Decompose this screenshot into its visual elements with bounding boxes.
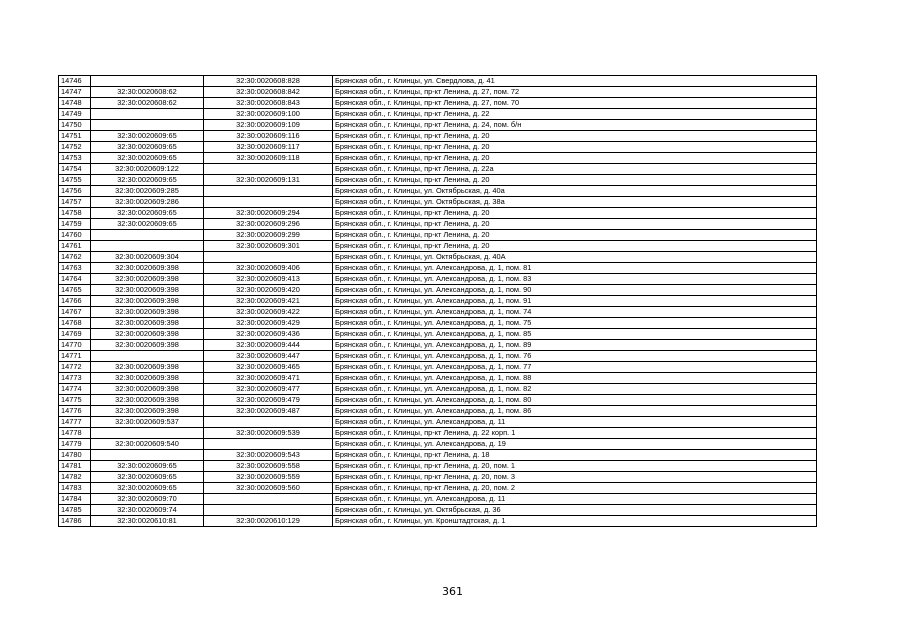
parent-cadastral-number-cell — [91, 109, 204, 120]
row-number-cell: 14771 — [59, 351, 91, 362]
parent-cadastral-number-cell: 32:30:0020609:65 — [91, 142, 204, 153]
parent-cadastral-number-cell: 32:30:0020609:122 — [91, 164, 204, 175]
table-row — [59, 142, 817, 153]
table-row — [59, 384, 817, 395]
table-row — [59, 450, 817, 461]
cadastral-number-cell: 32:30:0020609:560 — [204, 483, 333, 494]
row-number-cell: 14783 — [59, 483, 91, 494]
address-cell: Брянская обл., г. Клинцы, ул. Александрова, д. 1, пом. 88 — [333, 373, 817, 384]
table-row — [59, 329, 817, 340]
parent-cadastral-number-cell — [91, 241, 204, 252]
cadastral-number-cell: 32:30:0020609:447 — [204, 351, 333, 362]
parent-cadastral-number-cell: 32:30:0020609:398 — [91, 274, 204, 285]
parent-cadastral-number-cell: 32:30:0020609:398 — [91, 406, 204, 417]
address-cell: Брянская обл., г. Клинцы, пр-кт Ленина, д. 20, пом. 2 — [333, 483, 817, 494]
row-number-cell: 14761 — [59, 241, 91, 252]
table-row — [59, 109, 817, 120]
table-row — [59, 131, 817, 142]
row-number-cell: 14780 — [59, 450, 91, 461]
address-cell: Брянская обл., г. Клинцы, ул. Свердлова, д. 41 — [333, 76, 817, 87]
parent-cadastral-number-cell: 32:30:0020609:65 — [91, 153, 204, 164]
parent-cadastral-number-cell: 32:30:0020608:62 — [91, 87, 204, 98]
row-number-cell: 14781 — [59, 461, 91, 472]
address-cell: Брянская обл., г. Клинцы, пр-кт Ленина, д. 27, пом. 70 — [333, 98, 817, 109]
registry-table-body — [59, 76, 817, 527]
cadastral-number-cell: 32:30:0020609:429 — [204, 318, 333, 329]
parent-cadastral-number-cell: 32:30:0020609:398 — [91, 362, 204, 373]
table-row — [59, 76, 817, 87]
address-cell: Брянская обл., г. Клинцы, ул. Александрова, д. 1, пом. 91 — [333, 296, 817, 307]
row-number-cell: 14777 — [59, 417, 91, 428]
row-number-cell: 14784 — [59, 494, 91, 505]
row-number-cell: 14785 — [59, 505, 91, 516]
address-cell: Брянская обл., г. Клинцы, пр-кт Ленина, д. 20 — [333, 208, 817, 219]
address-cell: Брянская обл., г. Клинцы, ул. Октябрьская, д. 36 — [333, 505, 817, 516]
address-cell: Брянская обл., г. Клинцы, ул. Александрова, д. 1, пом. 81 — [333, 263, 817, 274]
address-cell: Брянская обл., г. Клинцы, ул. Александрова, д. 1, пом. 90 — [333, 285, 817, 296]
cadastral-number-cell — [204, 164, 333, 175]
row-number-cell: 14754 — [59, 164, 91, 175]
table-row — [59, 318, 817, 329]
row-number-cell: 14753 — [59, 153, 91, 164]
address-cell: Брянская обл., г. Клинцы, ул. Александрова, д. 1, пом. 75 — [333, 318, 817, 329]
table-row — [59, 428, 817, 439]
cadastral-number-cell: 32:30:0020609:131 — [204, 175, 333, 186]
parent-cadastral-number-cell — [91, 120, 204, 131]
table-row — [59, 373, 817, 384]
row-number-cell: 14770 — [59, 340, 91, 351]
cadastral-number-cell — [204, 252, 333, 263]
cadastral-number-cell: 32:30:0020609:444 — [204, 340, 333, 351]
row-number-cell: 14755 — [59, 175, 91, 186]
cadastral-number-cell: 32:30:0020609:465 — [204, 362, 333, 373]
row-number-cell: 14774 — [59, 384, 91, 395]
row-number-cell: 14786 — [59, 516, 91, 527]
cadastral-number-cell: 32:30:0020608:828 — [204, 76, 333, 87]
row-number-cell: 14756 — [59, 186, 91, 197]
row-number-cell: 14763 — [59, 263, 91, 274]
row-number-cell: 14782 — [59, 472, 91, 483]
table-row — [59, 219, 817, 230]
parent-cadastral-number-cell: 32:30:0020609:286 — [91, 197, 204, 208]
table-row — [59, 274, 817, 285]
address-cell: Брянская обл., г. Клинцы, пр-кт Ленина, д. 22 — [333, 109, 817, 120]
cadastral-number-cell: 32:30:0020609:471 — [204, 373, 333, 384]
table-row — [59, 175, 817, 186]
address-cell: Брянская обл., г. Клинцы, ул. Октябрьская, д. 38а — [333, 197, 817, 208]
row-number-cell: 14746 — [59, 76, 91, 87]
cadastral-number-cell: 32:30:0020609:406 — [204, 263, 333, 274]
table-row — [59, 252, 817, 263]
row-number-cell: 14751 — [59, 131, 91, 142]
parent-cadastral-number-cell: 32:30:0020608:62 — [91, 98, 204, 109]
address-cell: Брянская обл., г. Клинцы, пр-кт Ленина, д. 20, пом. 1 — [333, 461, 817, 472]
table-row — [59, 307, 817, 318]
address-cell: Брянская обл., г. Клинцы, ул. Александрова, д. 1, пом. 85 — [333, 329, 817, 340]
table-row — [59, 186, 817, 197]
address-cell: Брянская обл., г. Клинцы, пр-кт Ленина, д. 20 — [333, 131, 817, 142]
cadastral-number-cell: 32:30:0020609:421 — [204, 296, 333, 307]
table-row — [59, 285, 817, 296]
row-number-cell: 14758 — [59, 208, 91, 219]
row-number-cell: 14772 — [59, 362, 91, 373]
table-row — [59, 439, 817, 450]
row-number-cell: 14766 — [59, 296, 91, 307]
cadastral-number-cell: 32:30:0020609:477 — [204, 384, 333, 395]
row-number-cell: 14768 — [59, 318, 91, 329]
table-row — [59, 98, 817, 109]
address-cell: Брянская обл., г. Клинцы, ул. Александрова, д. 1, пом. 77 — [333, 362, 817, 373]
address-cell: Брянская обл., г. Клинцы, ул. Октябрьская, д. 40А — [333, 252, 817, 263]
row-number-cell: 14762 — [59, 252, 91, 263]
table-row — [59, 87, 817, 98]
cadastral-number-cell: 32:30:0020609:118 — [204, 153, 333, 164]
address-cell: Брянская обл., г. Клинцы, ул. Александрова, д. 1, пом. 74 — [333, 307, 817, 318]
cadastral-number-cell: 32:30:0020609:116 — [204, 131, 333, 142]
address-cell: Брянская обл., г. Клинцы, пр-кт Ленина, д. 20 — [333, 230, 817, 241]
address-cell: Брянская обл., г. Клинцы, ул. Октябрьская, д. 40а — [333, 186, 817, 197]
table-row — [59, 406, 817, 417]
parent-cadastral-number-cell: 32:30:0020609:398 — [91, 307, 204, 318]
parent-cadastral-number-cell: 32:30:0020609:65 — [91, 208, 204, 219]
row-number-cell: 14773 — [59, 373, 91, 384]
cadastral-number-cell: 32:30:0020609:420 — [204, 285, 333, 296]
parent-cadastral-number-cell: 32:30:0020609:398 — [91, 318, 204, 329]
cadastral-number-cell: 32:30:0020609:479 — [204, 395, 333, 406]
row-number-cell: 14767 — [59, 307, 91, 318]
table-row — [59, 164, 817, 175]
parent-cadastral-number-cell: 32:30:0020609:398 — [91, 296, 204, 307]
address-cell: Брянская обл., г. Клинцы, пр-кт Ленина, д. 20 — [333, 175, 817, 186]
table-row — [59, 120, 817, 131]
table-row — [59, 340, 817, 351]
cadastral-number-cell: 32:30:0020609:100 — [204, 109, 333, 120]
address-cell: Брянская обл., г. Клинцы, пр-кт Ленина, д. 24, пом. б/н — [333, 120, 817, 131]
parent-cadastral-number-cell — [91, 230, 204, 241]
table-row — [59, 241, 817, 252]
parent-cadastral-number-cell: 32:30:0020609:398 — [91, 285, 204, 296]
cadastral-number-cell — [204, 494, 333, 505]
parent-cadastral-number-cell: 32:30:0020609:398 — [91, 340, 204, 351]
cadastral-number-cell: 32:30:0020609:294 — [204, 208, 333, 219]
parent-cadastral-number-cell — [91, 351, 204, 362]
row-number-cell: 14757 — [59, 197, 91, 208]
parent-cadastral-number-cell: 32:30:0020609:65 — [91, 461, 204, 472]
table-row — [59, 351, 817, 362]
row-number-cell: 14779 — [59, 439, 91, 450]
table-row — [59, 494, 817, 505]
table-row — [59, 461, 817, 472]
address-cell: Брянская обл., г. Клинцы, пр-кт Ленина, д. 20 — [333, 219, 817, 230]
row-number-cell: 14760 — [59, 230, 91, 241]
table-row — [59, 263, 817, 274]
table-row — [59, 230, 817, 241]
parent-cadastral-number-cell: 32:30:0020609:304 — [91, 252, 204, 263]
cadastral-number-cell: 32:30:0020609:543 — [204, 450, 333, 461]
row-number-cell: 14775 — [59, 395, 91, 406]
address-cell: Брянская обл., г. Клинцы, ул. Александрова, д. 1, пом. 89 — [333, 340, 817, 351]
cadastral-number-cell: 32:30:0020609:436 — [204, 329, 333, 340]
address-cell: Брянская обл., г. Клинцы, ул. Александрова, д. 19 — [333, 439, 817, 450]
parent-cadastral-number-cell: 32:30:0020609:65 — [91, 483, 204, 494]
address-cell: Брянская обл., г. Клинцы, пр-кт Ленина, д. 27, пом. 72 — [333, 87, 817, 98]
table-row — [59, 153, 817, 164]
table-row — [59, 417, 817, 428]
cadastral-number-cell — [204, 417, 333, 428]
row-number-cell: 14769 — [59, 329, 91, 340]
cadastral-number-cell: 32:30:0020609:117 — [204, 142, 333, 153]
row-number-cell: 14776 — [59, 406, 91, 417]
parent-cadastral-number-cell: 32:30:0020609:537 — [91, 417, 204, 428]
parent-cadastral-number-cell: 32:30:0020609:65 — [91, 472, 204, 483]
cadastral-number-cell — [204, 197, 333, 208]
parent-cadastral-number-cell: 32:30:0020609:398 — [91, 373, 204, 384]
parent-cadastral-number-cell: 32:30:0020609:398 — [91, 395, 204, 406]
row-number-cell: 14764 — [59, 274, 91, 285]
parent-cadastral-number-cell — [91, 450, 204, 461]
address-cell: Брянская обл., г. Клинцы, ул. Александрова, д. 11 — [333, 417, 817, 428]
table-row — [59, 296, 817, 307]
cadastral-number-cell: 32:30:0020609:539 — [204, 428, 333, 439]
cadastral-number-cell: 32:30:0020609:487 — [204, 406, 333, 417]
row-number-cell: 14750 — [59, 120, 91, 131]
row-number-cell: 14759 — [59, 219, 91, 230]
table-row — [59, 395, 817, 406]
cadastral-number-cell — [204, 439, 333, 450]
address-cell: Брянская обл., г. Клинцы, ул. Александрова, д. 1, пом. 82 — [333, 384, 817, 395]
address-cell: Брянская обл., г. Клинцы, пр-кт Ленина, д. 20 — [333, 241, 817, 252]
address-cell: Брянская обл., г. Клинцы, ул. Александрова, д. 1, пом. 86 — [333, 406, 817, 417]
address-cell: Брянская обл., г. Клинцы, ул. Кронштадтская, д. 1 — [333, 516, 817, 527]
parent-cadastral-number-cell: 32:30:0020609:398 — [91, 329, 204, 340]
row-number-cell: 14747 — [59, 87, 91, 98]
parent-cadastral-number-cell: 32:30:0020609:398 — [91, 263, 204, 274]
cadastral-number-cell: 32:30:0020609:558 — [204, 461, 333, 472]
table-row — [59, 197, 817, 208]
cadastral-number-cell: 32:30:0020609:422 — [204, 307, 333, 318]
parent-cadastral-number-cell: 32:30:0020609:540 — [91, 439, 204, 450]
parent-cadastral-number-cell — [91, 428, 204, 439]
page-number: 361 — [442, 585, 463, 598]
row-number-cell: 14749 — [59, 109, 91, 120]
cadastral-number-cell: 32:30:0020609:559 — [204, 472, 333, 483]
address-cell: Брянская обл., г. Клинцы, ул. Александрова, д. 1, пом. 80 — [333, 395, 817, 406]
table-row — [59, 362, 817, 373]
address-cell: Брянская обл., г. Клинцы, ул. Александрова, д. 1, пом. 76 — [333, 351, 817, 362]
table-row — [59, 516, 817, 527]
table-row — [59, 483, 817, 494]
cadastral-number-cell: 32:30:0020608:842 — [204, 87, 333, 98]
table-row — [59, 472, 817, 483]
parent-cadastral-number-cell: 32:30:0020609:65 — [91, 175, 204, 186]
address-cell: Брянская обл., г. Клинцы, ул. Александрова, д. 11 — [333, 494, 817, 505]
row-number-cell: 14752 — [59, 142, 91, 153]
address-cell: Брянская обл., г. Клинцы, пр-кт Ленина, д. 20 — [333, 142, 817, 153]
parent-cadastral-number-cell: 32:30:0020609:65 — [91, 219, 204, 230]
address-cell: Брянская обл., г. Клинцы, пр-кт Ленина, д. 22 корп. 1 — [333, 428, 817, 439]
cadastral-number-cell — [204, 186, 333, 197]
parent-cadastral-number-cell: 32:30:0020609:398 — [91, 384, 204, 395]
cadastral-number-cell — [204, 505, 333, 516]
parent-cadastral-number-cell: 32:30:0020609:74 — [91, 505, 204, 516]
cadastral-number-cell: 32:30:0020609:301 — [204, 241, 333, 252]
cadastral-registry-table — [58, 75, 817, 527]
parent-cadastral-number-cell: 32:30:0020610:81 — [91, 516, 204, 527]
parent-cadastral-number-cell: 32:30:0020609:65 — [91, 131, 204, 142]
table-row — [59, 208, 817, 219]
address-cell: Брянская обл., г. Клинцы, пр-кт Ленина, д. 18 — [333, 450, 817, 461]
address-cell: Брянская обл., г. Клинцы, пр-кт Ленина, д. 22а — [333, 164, 817, 175]
parent-cadastral-number-cell — [91, 76, 204, 87]
cadastral-number-cell: 32:30:0020610:129 — [204, 516, 333, 527]
address-cell: Брянская обл., г. Клинцы, ул. Александрова, д. 1, пом. 83 — [333, 274, 817, 285]
cadastral-number-cell: 32:30:0020609:413 — [204, 274, 333, 285]
row-number-cell: 14748 — [59, 98, 91, 109]
parent-cadastral-number-cell: 32:30:0020609:285 — [91, 186, 204, 197]
cadastral-number-cell: 32:30:0020609:109 — [204, 120, 333, 131]
parent-cadastral-number-cell: 32:30:0020609:70 — [91, 494, 204, 505]
row-number-cell: 14778 — [59, 428, 91, 439]
row-number-cell: 14765 — [59, 285, 91, 296]
cadastral-number-cell: 32:30:0020609:296 — [204, 219, 333, 230]
address-cell: Брянская обл., г. Клинцы, пр-кт Ленина, д. 20, пом. 3 — [333, 472, 817, 483]
address-cell: Брянская обл., г. Клинцы, пр-кт Ленина, д. 20 — [333, 153, 817, 164]
cadastral-number-cell: 32:30:0020609:299 — [204, 230, 333, 241]
cadastral-number-cell: 32:30:0020608:843 — [204, 98, 333, 109]
table-row — [59, 505, 817, 516]
